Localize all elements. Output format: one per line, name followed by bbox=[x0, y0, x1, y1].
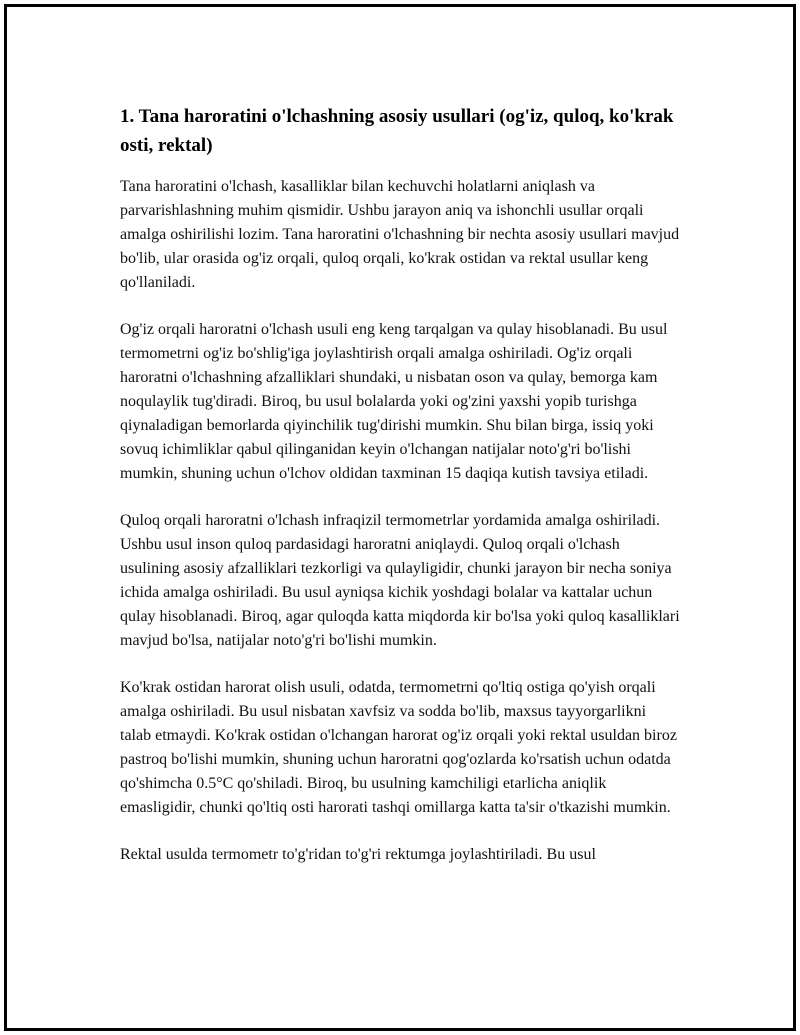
paragraph-rectal-method: Rektal usulda termometr to'g'ridan to'g'ri rektumga joylashtiriladi. Bu usul bbox=[120, 846, 596, 863]
paragraph-ear-method: Quloq orqali haroratni o'lchash infraqizil termometrlar yordamida amalga oshiriladi. Ushbu usul inson quloq pardasidagi haroratni aniqlaydi. Quloq orqali o'lchash usulining asosiy afzalliklari tezkorligi va qulayligidir, chunki jarayon bir necha soniya ichida amalga oshiriladi. Bu usul ayniqsa kichik yoshdagi bolalar va kattalar uchun qulay hisoblanadi. Biroq, agar quloqda katta miqdorda kir bo'lsa yoki quloq kasalliklari mavjud bo'lsa, natijalar noto'g'ri bo'lishi mumkin. bbox=[120, 512, 680, 649]
section-heading: 1. Tana haroratini o'lchashning asosiy usullari (og'iz, quloq, ko'krak osti, rektal) bbox=[120, 106, 674, 156]
document-body bbox=[120, 102, 680, 890]
paragraph-oral-method: Og'iz orqali haroratni o'lchash usuli eng keng tarqalgan va qulay hisoblanadi. Bu usul termometrni og'iz bo'shlig'iga joylashtirish orqali amalga oshiriladi. Og'iz orqali haroratni o'lchashning afzalliklari shundaki, u nisbatan oson va qulay, bemorga kam noqulaylik tug'diradi. Biroq, bu usul bolalarda yoki og'zini yaxshi yopib turishga qiynaladigan bemorlarda qiyinchilik tug'dirishi mumkin. Shu bilan birga, issiq yoki sovuq ichimliklar qabul qilinganidan keyin o'lchangan natijalar noto'g'ri bo'lishi mumkin, shuning uchun o'lchov oldidan taxminan 15 daqiqa kutish tavsiya etiladi. bbox=[120, 321, 668, 482]
paragraph-axillary-method: Ko'krak ostidan harorat olish usuli, odatda, termometrni qo'ltiq ostiga qo'yish orqali amalga oshiriladi. Bu usul nisbatan xavfsiz va sodda bo'lib, maxsus tayyorgarlikni talab etmaydi. Ko'krak ostidan o'lchangan harorat og'iz orqali yoki rektal usuldan biroz pastroq bo'lishi mumkin, shuning uchun haroratni qog'ozlarda ko'rsatish uchun odatda qo'shimcha 0.5°C qo'shiladi. Biroq, bu usulning kamchiligi etarlicha aniqlik emasligidir, chunki qo'ltiq osti harorati tashqi omillarga katta ta'sir o'tkazishi mumkin. bbox=[120, 679, 677, 816]
paragraph-intro: Tana haroratini o'lchash, kasalliklar bilan kechuvchi holatlarni aniqlash va parvarishlashning muhim qismidir. Ushbu jarayon aniq va ishonchli usullar orqali amalga oshirilishi lozim. Tana haroratini o'lchashning bir nechta asosiy usullari mavjud bo'lib, ular orasida og'iz orqali, quloq orqali, ko'krak ostidan va rektal usullar keng qo'llaniladi. bbox=[120, 178, 680, 291]
page-frame bbox=[4, 4, 796, 1031]
